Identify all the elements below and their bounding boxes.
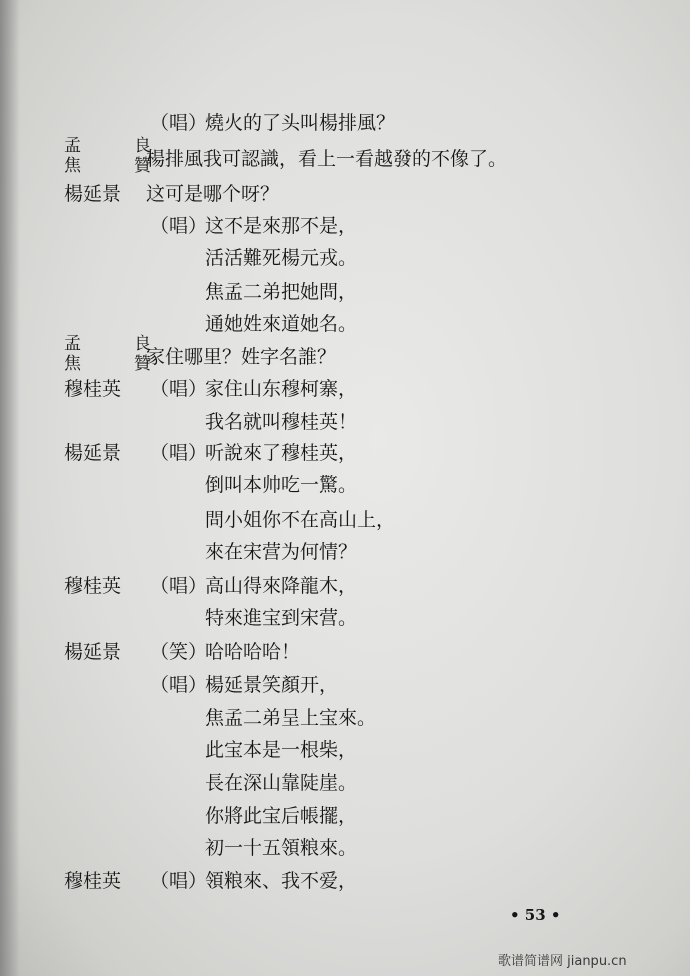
speaker-name: 穆桂英 bbox=[64, 870, 122, 892]
line-text: 家住山东穆柯寨， bbox=[205, 378, 358, 400]
line-text: 高山得來降龍木， bbox=[205, 575, 358, 597]
stage-cue: （唱） bbox=[150, 378, 208, 400]
line-text: 倒叫本帅吃一驚。 bbox=[205, 474, 358, 496]
speaker-name: 穆桂英 bbox=[64, 575, 122, 597]
watermark: 歌谱简谱网 jianpu.cn bbox=[498, 954, 627, 969]
line-text: 特來進宝到宋营。 bbox=[205, 607, 358, 629]
speaker-name: 焦 贊 bbox=[64, 156, 169, 176]
speaker-name: 孟 良 bbox=[64, 136, 169, 156]
line-text: 燒火的了头叫楊排風？ bbox=[205, 112, 396, 134]
line-text: 你將此宝后帳擺， bbox=[205, 805, 358, 827]
stage-cue: （唱） bbox=[150, 575, 208, 597]
speaker-name: 楊延景 bbox=[64, 641, 122, 663]
stage-cue: （唱） bbox=[150, 442, 208, 464]
line-text: 長在深山靠陡崖。 bbox=[205, 772, 358, 794]
line-text: 听說來了穆桂英， bbox=[205, 442, 358, 464]
line-text: 問小姐你不在高山上， bbox=[205, 509, 396, 531]
line-text: 哈哈哈哈！ bbox=[205, 641, 301, 663]
stage-cue: （唱） bbox=[150, 112, 208, 134]
line-text: 楊延景笑顏开， bbox=[205, 674, 339, 696]
script-line bbox=[0, 599, 690, 637]
script-line bbox=[0, 862, 690, 900]
stage-cue: （笑） bbox=[150, 641, 208, 663]
line-text: 焦孟二弟呈上宝來。 bbox=[205, 707, 377, 729]
line-text: 此宝本是一根柴， bbox=[205, 739, 358, 761]
speaker-name: 焦 贊 bbox=[64, 354, 169, 374]
speaker-name: 孟 良 bbox=[64, 334, 169, 354]
line-text: 通她姓來道她名。 bbox=[205, 313, 358, 335]
stage-cue: （唱） bbox=[150, 870, 208, 892]
line-text: 我名就叫穆桂英！ bbox=[205, 411, 358, 433]
line-text: 來在宋营为何情？ bbox=[205, 541, 358, 563]
script-line bbox=[0, 466, 690, 504]
line-text: 楊排風我可認識，看上一看越發的不像了。 bbox=[146, 148, 508, 170]
stage-cue: （唱） bbox=[150, 215, 208, 237]
script-line bbox=[0, 136, 690, 178]
line-text: 活活難死楊元戎。 bbox=[205, 247, 358, 269]
page-number: • 53 • bbox=[510, 906, 561, 924]
line-text: 領粮來、我不爱， bbox=[205, 870, 358, 892]
script-line bbox=[0, 533, 690, 571]
line-text: 这不是來那不是， bbox=[205, 215, 358, 237]
line-text: 家住哪里？姓字名誰？ bbox=[146, 346, 337, 368]
stage-cue: （唱） bbox=[150, 674, 208, 696]
line-text: 这可是哪个呀？ bbox=[146, 183, 280, 205]
speaker-name: 楊延景 bbox=[64, 183, 122, 205]
line-text: 焦孟二弟把她問， bbox=[205, 281, 358, 303]
speaker-name: 穆桂英 bbox=[64, 378, 122, 400]
script-line bbox=[0, 239, 690, 277]
line-text: 初一十五領粮來。 bbox=[205, 837, 358, 859]
speaker-name: 楊延景 bbox=[64, 442, 122, 464]
